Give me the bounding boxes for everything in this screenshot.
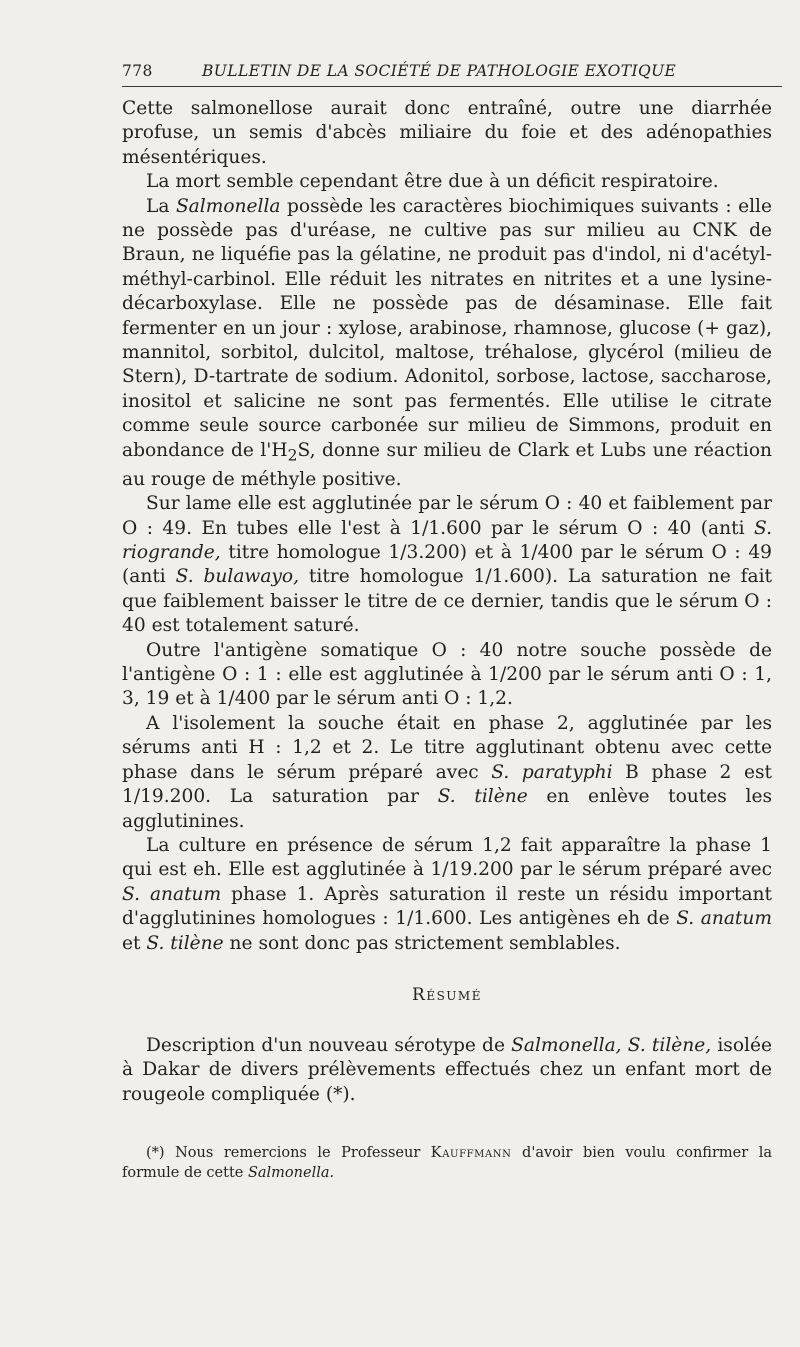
text-span: Description d'un nouveau sérotype de xyxy=(146,1035,512,1056)
text-span: A l'isolement la souche était en phase 2, agglutinée par les sérums anti H : 1,2 et 2. Le titre agglutinant obtenu avec cette phase dans le sérum préparé avec xyxy=(122,712,772,783)
resume-paragraph xyxy=(122,1034,772,1107)
text-span: La culture en présence de sérum 1,2 fait apparaître la phase 1 qui est eh. Elle est agglutinée à 1/19.200 par le sérum préparé avec xyxy=(122,834,772,881)
paragraph-6 xyxy=(122,712,772,834)
italic-span: S. paratyphi xyxy=(491,761,613,783)
text-span: possède les caractères biochimiques suivants : elle ne possède pas d'uréase, ne cultive pas sur milieu au CNK de Braun, ne liquéfie pas la gélatine, ne produit pas d'indol, ni d'acétyl-méthyl-carbinol. Elle réduit les nitrates en nitrites et a une lysine-décarboxylase. Elle ne possède pas de désaminase. Elle fait fermenter en un jour : xylose, arabinose, rhamnose, glucose (+ gaz), mannitol, sorbitol, dulcitol, maltose, tréhalose, glycérol (milieu de Stern), D-tartrate de sodium. Adonitol, sorbose, lactose, saccharose, inositol et salicine ne sont pas fermentés. Elle utilise le citrate comme seule source carbonée sur milieu de Simmons, produit en abondance de l'H xyxy=(122,195,772,461)
paragraph-1: Cette salmonellose aurait donc entraîné, outre une diarrhée profuse, un semis d'abcès miliaire du foie et des adénopathies mésentériques. xyxy=(122,98,772,168)
text-span: en enlève toutes les agglutinines. xyxy=(122,786,772,832)
paragraph-5: Outre l'antigène somatique O : 40 notre souche possède de l'antigène O : 1 : elle est agglutinée à 1/200 par le sérum anti O : 1, 3, 19 et à 1/400 par le sérum anti O : 1,2. xyxy=(122,639,772,710)
italic-span: Salmonella xyxy=(175,195,281,217)
italic-span: S. bulawayo, xyxy=(175,566,300,588)
footnote xyxy=(122,1143,772,1183)
text-span: (*) Nous remercions le Professeur xyxy=(146,1145,431,1161)
italic-span: S. tilène, xyxy=(627,1035,712,1056)
paragraph-4 xyxy=(122,492,772,638)
text-span: B phase 2 est 1/19.200. La saturation par xyxy=(122,761,772,808)
subscript: 2 xyxy=(287,446,298,465)
italic-span: S. anatum xyxy=(676,908,772,930)
italic-span: S. riogrande, xyxy=(122,517,772,564)
italic-span: S. anatum xyxy=(122,883,222,905)
author-name: Kauffmann xyxy=(430,1145,512,1161)
text-span: La xyxy=(146,195,176,217)
text-span: d'avoir bien voulu confirmer la formule de cette xyxy=(122,1145,772,1181)
section-heading-resume: Résumé xyxy=(412,985,482,1005)
text-span: ne sont donc pas strictement semblables. xyxy=(223,932,621,954)
italic-span: Salmonella. xyxy=(247,1165,335,1181)
italic-span: S. tilène xyxy=(437,786,528,808)
italic-span: Salmonella, xyxy=(511,1035,622,1056)
italic-span: S. tilène xyxy=(146,932,224,954)
resume-body xyxy=(122,1034,772,1107)
text-span: titre homologue 1/1.600). La saturation ne fait que faiblement baisser le titre de ce dernier, tandis que le sérum O : 40 est totalement saturé. xyxy=(122,566,772,637)
article-body xyxy=(122,97,772,956)
paragraph-3 xyxy=(122,195,772,493)
text-span: isolée à Dakar de divers prélèvements effectués chez un enfant mort de rougeole compliquée (*). xyxy=(122,1035,772,1105)
text-span: phase 1. Après saturation il reste un résidu important d'agglutinines homologues : 1/1.600. Les antigènes eh de xyxy=(122,883,772,930)
page-number: 778 xyxy=(122,62,153,80)
paragraph-7 xyxy=(122,834,772,956)
footnote-paragraph xyxy=(122,1143,772,1183)
text-span: S, donne sur milieu de Clark et Lubs une réaction au rouge de méthyle positive. xyxy=(122,439,772,490)
text-span: titre homologue 1/3.200) et à 1/400 par le sérum O : 49 (anti xyxy=(122,542,772,588)
paragraph-2: La mort semble cependant être due à un déficit respiratoire. xyxy=(146,171,719,193)
journal-title: BULLETIN DE LA SOCIÉTÉ DE PATHOLOGIE EXOTIQUE xyxy=(202,62,677,80)
text-span: Sur lame elle est agglutinée par le sérum O : 40 et faiblement par O : 49. En tubes elle l'est à 1/1.600 par le sérum O : 40 (anti xyxy=(122,493,772,539)
running-header xyxy=(122,62,782,87)
text-span: et xyxy=(122,932,147,954)
